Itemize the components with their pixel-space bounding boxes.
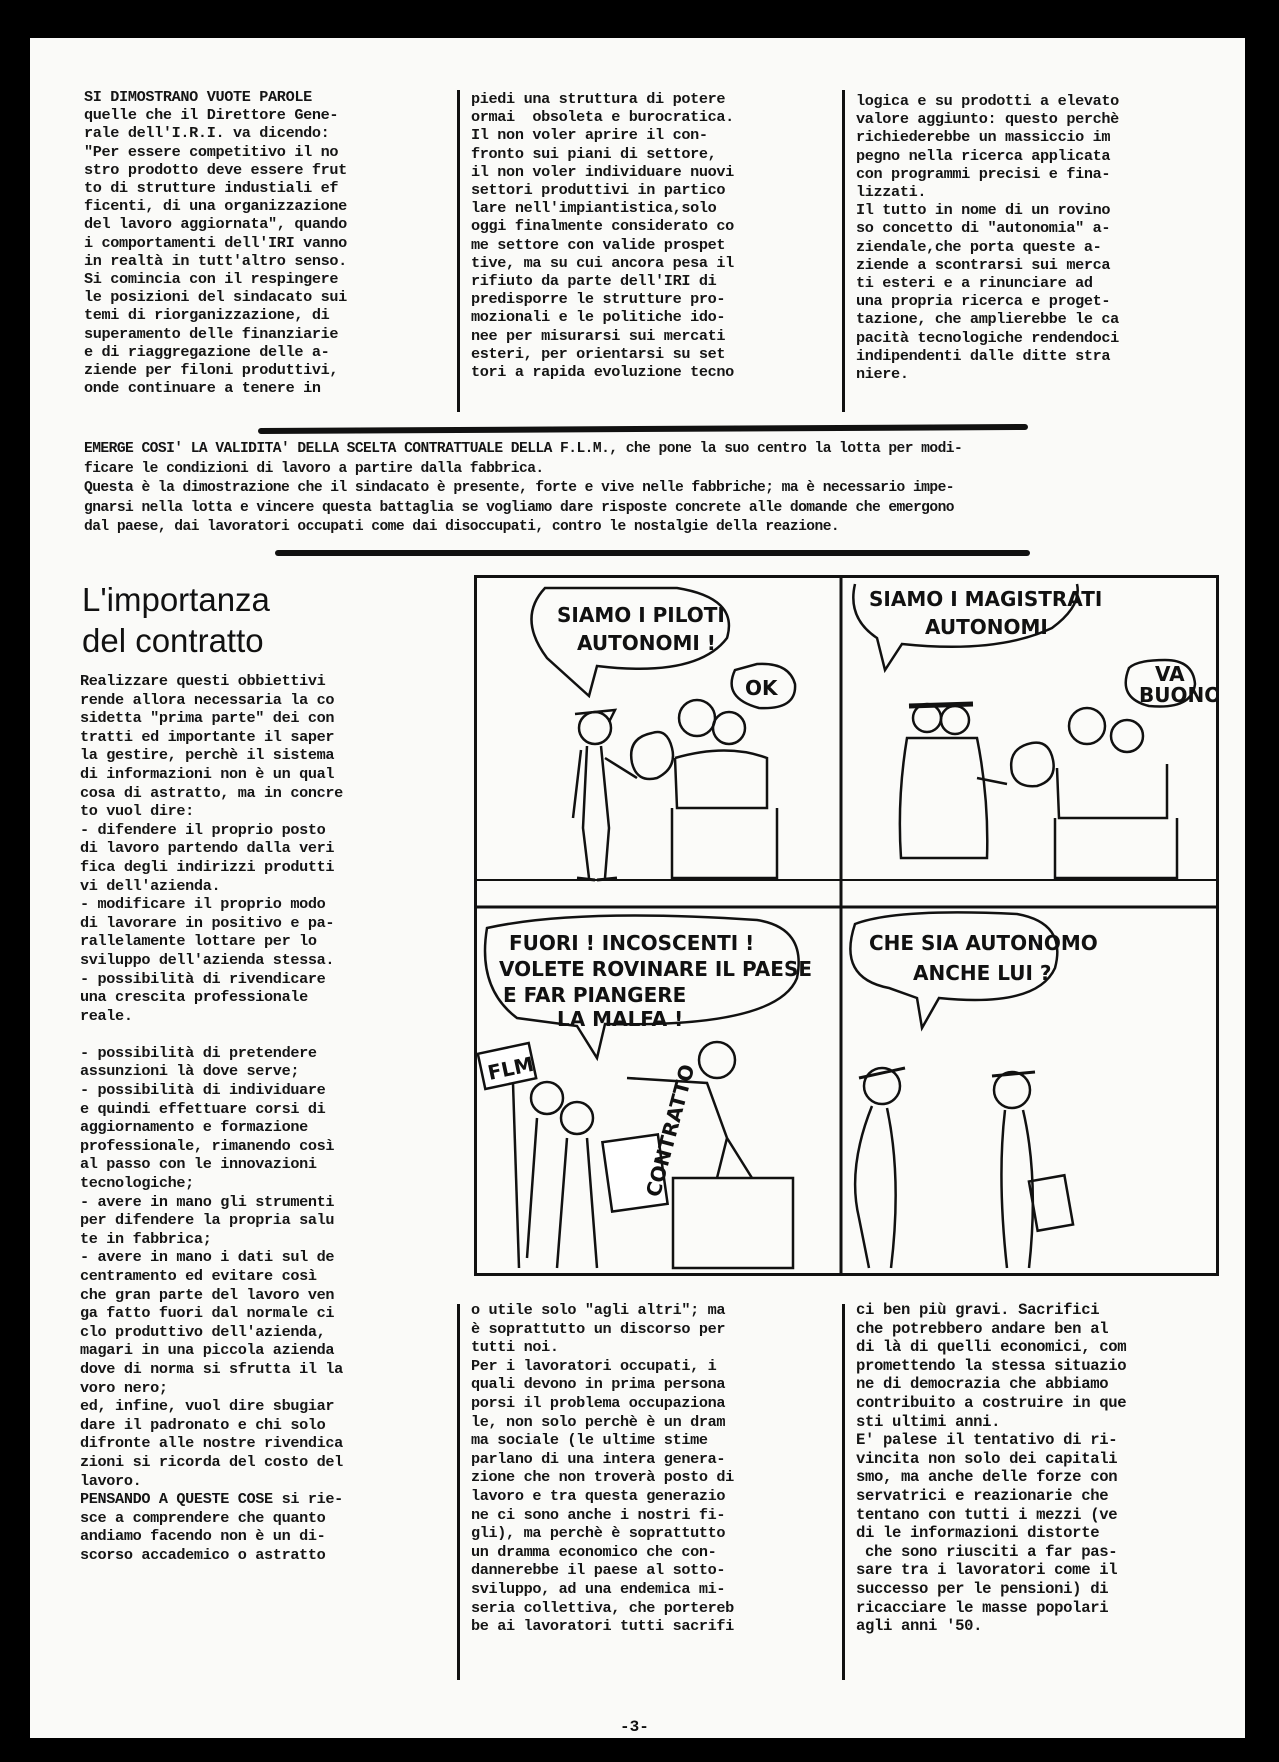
comic-panel-1 xyxy=(477,588,841,880)
flm-sign: FLM xyxy=(485,1051,536,1085)
panel3-speech-line2: VOLETE ROVINARE IL PAESE xyxy=(499,957,813,981)
column-divider xyxy=(457,90,460,412)
comic-strip xyxy=(474,575,1219,1276)
comic-panel-4 xyxy=(850,912,1097,1268)
top-column-2: piedi una struttura di potere ormai obsoleta e burocratica. Il non voler aprire il con- fronto sui piani di settore, il non voler individuare nuovi settori produttivi in partico lare nell'impiantistica,solo oggi finalmente considerato co me settore con valide prospet tive, ma su cui ancora pesa il rifiuto da parte dell'IRI di predisporre le strutture pro- mozionali e le politiche ido- nee per misurarsi sui mercati esteri, per orientarsi su set tori a rapida evoluzione tecno xyxy=(471,90,734,382)
top-column-3: logica e su prodotti a elevato valore aggiunto: questo perchè richiederebbe un massiccio im pegno nella ricerca applicata con programmi precisi e fina- lizzati. Il tutto in nome di un rovino so concetto di "autonomia" a- ziendale,che porta queste a- ziende a scontrarsi sui merca ti esteri e a rinunciare ad una propria ricerca e proget- tazione, che amplierebbe le ca pacità tecnologiche rendendoci indipendenti dalle ditte stra niere. xyxy=(856,92,1119,384)
article-title: L'importanza del contratto xyxy=(82,581,270,659)
separator-bar xyxy=(258,424,1028,434)
panel3-speech-line3: E FAR PIANGERE xyxy=(503,983,687,1007)
panel1-speech-line2: AUTONOMI ! xyxy=(577,631,716,655)
contract-box-label: CONTRATTO xyxy=(640,1061,700,1200)
panel4-speech-line2: ANCHE LUI ? xyxy=(913,961,1052,985)
comic-panel-2 xyxy=(841,584,1216,880)
panel2-speech-line2: AUTONOMI xyxy=(925,615,1048,639)
article-column-right: ci ben più gravi. Sacrifici che potrebbero andare ben al di là di quelli economici, com promettendo la stessa situazio ne di democrazia che abbiamo contribuito a costruire in que sti ultimi anni. E' palese il tentativo di ri- vincita non solo dei capitali smo, ma anche delle forze con servatrici e reazionarie che tentano con tutti i mezzi (ve di le informazioni distorte che sono riusciti a far pas- sare tra i lavoratori come il successo per le pensioni) di ricacciare le masse popolari agli anni '50. xyxy=(856,1301,1127,1636)
newsletter-page xyxy=(30,38,1245,1738)
separator-bar xyxy=(275,550,1030,556)
panel3-speech-line4: LA MALFA ! xyxy=(557,1007,684,1031)
panel1-reply: OK xyxy=(745,676,778,700)
comic-drawing xyxy=(477,578,1216,1273)
panel2-speech-line1: SIAMO I MAGISTRATI xyxy=(869,587,1103,611)
article-column-left: Realizzare questi obbiettivi rende allora necessaria la co sidetta "prima parte" dei con tratti ed importante il saper la gestire, perchè il sistema di informazioni non è un qual cosa di astratto, ma in concre to vuol dire: - difendere il proprio posto di lavoro partendo dalla veri fica degli indirizzi produtti vi dell'azienda. - modificare il proprio modo di lavorare in positivo e pa- rallelamente lottare per lo sviluppo dell'azienda stessa. - possibilità di rivendicare una crescita professionale reale. - possibilità di pretendere assunzioni là dove serve; - possibilità di individuare e quindi effettuare corsi di aggiornamento e formazione professionale, rimanendo così al passo con le innovazioni tecnologiche; - avere in mano gli strumenti per difendere la propria salu te in fabbrica; - avere in mano i dati sul de centramento ed evitare così che gran parte del lavoro ven ga fatto fuori dal normale ci clo produttivo dell'azienda, magari in una piccola azienda dove di norma si sfrutta il la voro nero; ed, infine, vuol dire sbugiar dare il padronato e chi solo difronte alle nostre rivendica zioni si ricorda del costo del lavoro. PENSANDO A QUESTE COSE si rie- sce a comprendere che quanto andiamo facendo non è un di- scorso accademico o astratto xyxy=(80,672,343,1564)
column-divider xyxy=(842,90,845,412)
column-divider xyxy=(842,1304,845,1680)
article-column-middle: o utile solo "agli altri"; ma è soprattutto un discorso per tutti noi. Per i lavoratori occupati, i quali devono in prima persona porsi il problema occupaziona le, non solo perchè è un dram ma sociale (le ultime stime parlano di una intera genera- zione che non troverà posto di lavoro e tra questa generazio ne ci sono anche i nostri fi- gli), ma perchè è soprattutto un dramma economico che con- dannerebbe il paese al sotto- sviluppo, ad una endemica mi- seria collettiva, che portereb be ai lavoratori tutti sacrifi xyxy=(471,1301,734,1636)
panel2-reply-line2: BUONO xyxy=(1139,683,1216,707)
page-number: -3- xyxy=(620,1718,649,1736)
flm-statement: EMERGE COSI' LA VALIDITA' DELLA SCELTA CONTRATTUALE DELLA F.L.M., che pone la suo centro la lotta per modi- ficare le condizioni di lavoro a partire dalla fabbrica. Questa è la dimostrazione che il sindacato è presente, forte e vive nelle fabbriche; ma è necessario impe- gnarsi nella lotta e vincere questa battaglia se vogliamo dare risposte concrete alle domande che emergono dal paese, dai lavoratori occupati come dai disoccupati, contro le nostalgie della reazione. xyxy=(84,441,963,535)
panel2-reply-line1: VA xyxy=(1155,662,1185,686)
comic-panel-3 xyxy=(478,916,812,1269)
panel3-speech-line1: FUORI ! INCOSCENTI ! xyxy=(509,931,755,955)
column-divider xyxy=(457,1304,460,1680)
panel4-speech-line1: CHE SIA AUTONOMO xyxy=(869,931,1098,955)
panel1-speech-line1: SIAMO I PILOTI xyxy=(557,603,725,627)
top-column-1: SI DIMOSTRANO VUOTE PAROLE quelle che il Direttore Gene- rale dell'I.R.I. va dicendo: "Per essere competitivo il no stro prodotto deve essere frut to di strutture industiali ef ficenti, di una organizzazione del lavoro aggiornata", quando i comportamenti dell'IRI vanno in realtà in tutt'altro senso. Si comincia con il respingere le posizioni del sindacato sui temi di riorganizzazione, di superamento delle finanziarie e di riaggregazione delle a- ziende per filoni produttivi, onde continuare a tenere in xyxy=(84,88,347,398)
